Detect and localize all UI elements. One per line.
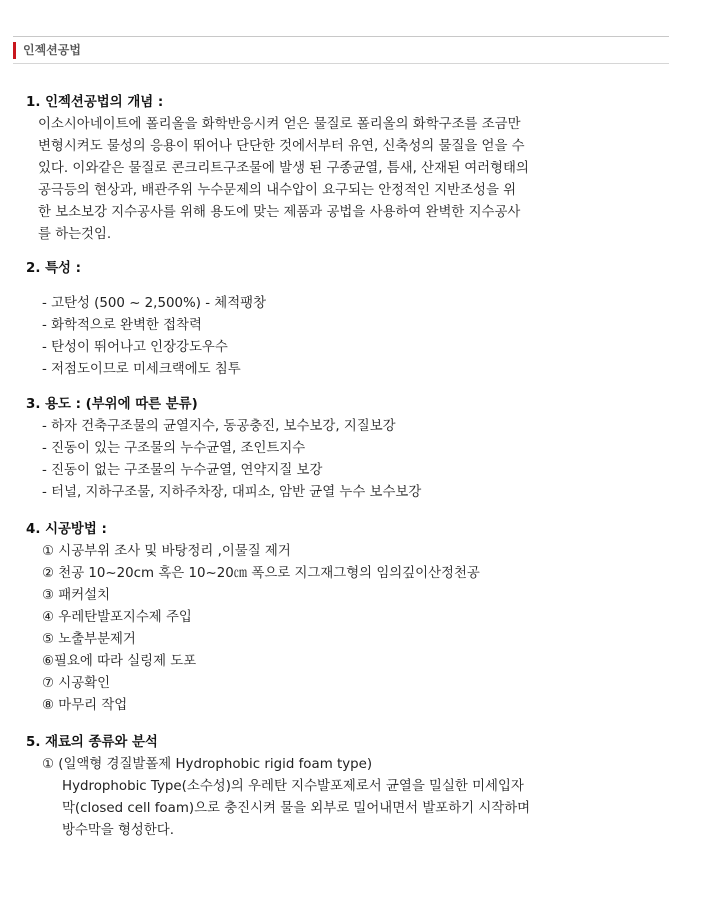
list-item: - 하자 건축구조물의 균열지수, 동공충진, 보수보강, 지질보강 (42, 419, 396, 434)
list-item: - 탄성이 뛰어나고 인장강도우수 (42, 340, 228, 355)
properties-list (26, 293, 586, 381)
section-method-title: 4. 시공방법 : (26, 522, 107, 537)
list-item: - 진동이 없는 구조물의 누수균열, 연약지질 보강 (42, 463, 323, 478)
section-uses (26, 394, 586, 504)
paragraph-line: 이소시아네이트에 폴리올을 화학반응시켜 얻은 물질로 폴리올의 화학구조를 조금만 (38, 117, 521, 132)
section-method (26, 519, 586, 717)
description-line: 방수막을 형성한다. (62, 823, 174, 838)
list-item: ③ 패커설치 (42, 588, 111, 603)
materials-list (26, 754, 586, 776)
list-item: - 진동이 있는 구조물의 누수균열, 조인트지수 (42, 441, 306, 456)
page-title: 인젝션공법 (23, 43, 81, 57)
list-item: ① (일액형 경질발폴제 Hydrophobic rigid foam type) (42, 757, 373, 772)
list-item: - 화학적으로 완벽한 접착력 (42, 318, 202, 333)
materials-description (26, 776, 586, 842)
list-item: ⑧ 마무리 작업 (42, 698, 128, 713)
spacer (26, 717, 586, 732)
paragraph-line: 있다. 이와같은 물질로 콘크리트구조물에 발생 된 구종균열, 틈새, 산재된 여러형태의 (38, 161, 529, 176)
list-item: - 터널, 지하구조물, 지하주차장, 대피소, 암반 균열 누수 보수보강 (42, 485, 422, 500)
section-properties-title: 2. 특성 : (26, 261, 81, 276)
section-properties (26, 258, 586, 381)
paragraph-line: 공극등의 현상과, 배관주위 누수문제의 내수압이 요구되는 안정적인 지반조성을 위 (38, 183, 517, 198)
paragraph-line: 를 하는것임. (38, 227, 112, 242)
section-concept (26, 92, 586, 246)
description-line: 막(closed cell foam)으로 충진시켜 물을 외부로 밀어내면서 발포하기 시작하며 (62, 801, 531, 816)
spacer (26, 504, 586, 519)
section-concept-paragraph (26, 114, 586, 246)
list-item: ① 시공부위 조사 및 바탕정리 ,이물질 제거 (42, 544, 291, 559)
header-accent-bar (13, 42, 16, 59)
uses-list (26, 416, 586, 504)
section-materials-title: 5. 재료의 종류와 분석 (26, 735, 158, 750)
document-body (26, 92, 586, 842)
method-steps-list (26, 541, 586, 717)
paragraph-line: 변형시켜도 물성의 응용이 뛰어나 단단한 것에서부터 유연, 신축성의 물질을 얻을 수 (38, 139, 525, 154)
list-item: ⑤ 노출부분제거 (42, 632, 136, 647)
section-uses-title: 3. 용도 : (부위에 따른 분류) (26, 397, 198, 412)
paragraph-line: 한 보소보강 지수공사를 위해 용도에 맞는 제품과 공법을 사용하여 완벽한 지수공사 (38, 205, 521, 220)
description-line: Hydrophobic Type(소수성)의 우레탄 지수발포제로서 균열을 밀실한 미세입자 (62, 779, 524, 794)
spacer (26, 381, 586, 394)
list-item: ⑦ 시공확인 (42, 676, 111, 691)
header-row (13, 37, 669, 64)
spacer (26, 280, 586, 293)
section-concept-title: 1. 인젝션공법의 개념 : (26, 95, 164, 110)
section-header (13, 36, 669, 64)
list-item: ② 천공 10~20cm 혹은 10~20㎝ 폭으로 지그재그형의 임의깊이산정천공 (42, 566, 480, 581)
spacer (26, 246, 586, 258)
list-item: ④ 우레탄발포지수제 주입 (42, 610, 192, 625)
section-materials (26, 732, 586, 842)
list-item: - 저점도이므로 미세크랙에도 침투 (42, 362, 241, 377)
list-item: - 고탄성 (500 ~ 2,500%) - 체적팽창 (42, 296, 267, 311)
list-item: ⑥필요에 따라 실링제 도포 (42, 654, 197, 669)
